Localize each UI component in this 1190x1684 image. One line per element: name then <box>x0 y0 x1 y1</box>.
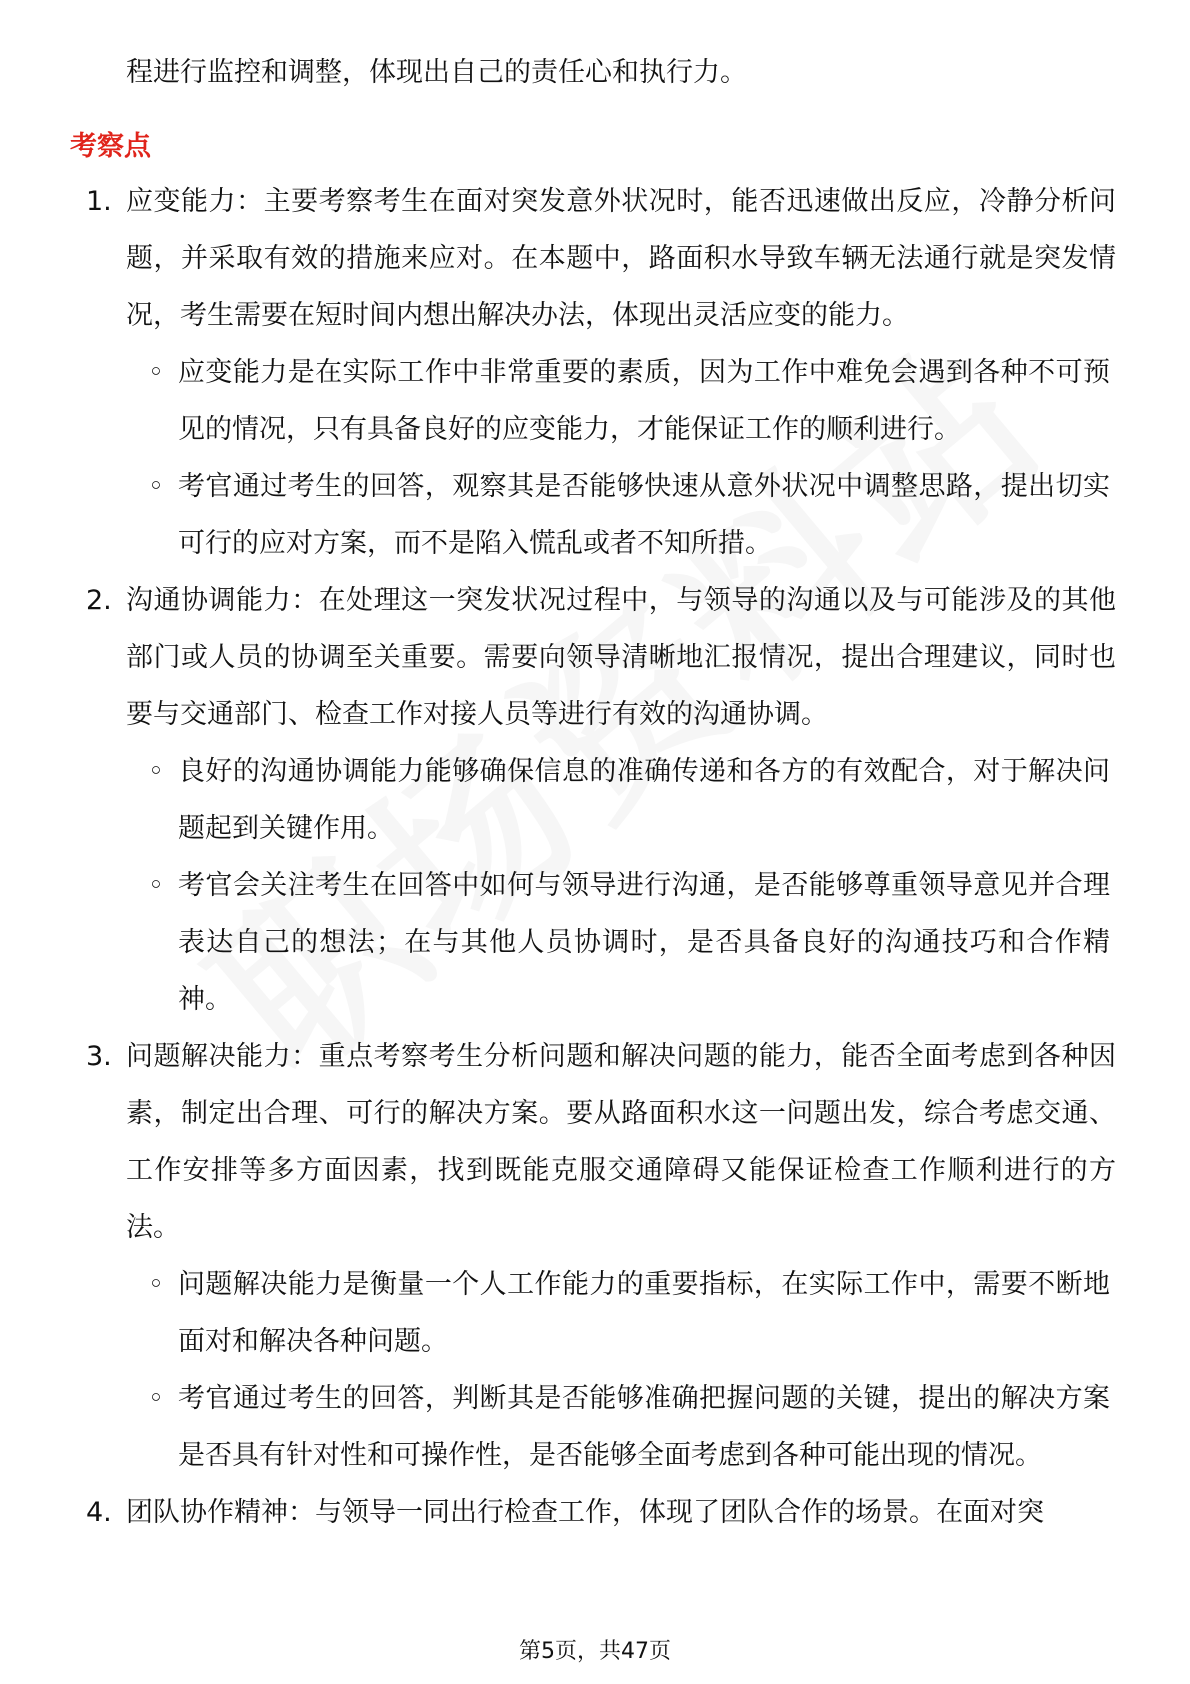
point-text: 问题解决能力：重点考察考生分析问题和解决问题的能力，能否全面考虑到各种因素，制定出合理、可行的解决方案。要从路面积水这一问题出发，综合考虑交通、工作安排等多方面因素，找到既能克服交通障碍又能保证检查工作顺利进行的方法。 <box>126 1041 1116 1243</box>
sub-text: 考官会关注考生在回答中如何与领导进行沟通，是否能够尊重领导意见并合理表达自己的想法；在与其他人员协调时，是否具备良好的沟通技巧和合作精神。 <box>178 870 1110 1015</box>
bullet-icon: ◦ <box>148 756 164 787</box>
point-item <box>0 1484 1116 1541</box>
point-number: 1. <box>86 186 112 217</box>
point-number: 4. <box>86 1497 112 1528</box>
sub-item <box>126 1256 1110 1370</box>
lead-paragraph: 程进行监控和调整，体现出自己的责任心和执行力。 <box>126 57 747 88</box>
sub-text: 应变能力是在实际工作中非常重要的素质，因为工作中难免会遇到各种不可预见的情况，只有具备良好的应变能力，才能保证工作的顺利进行。 <box>178 357 1110 445</box>
sub-list <box>126 1256 1116 1484</box>
point-number: 3. <box>86 1041 112 1072</box>
bullet-icon: ◦ <box>148 1383 164 1414</box>
point-item <box>0 572 1116 1028</box>
sub-item <box>126 1370 1110 1484</box>
section-heading: 考察点 <box>70 131 151 162</box>
sub-item <box>126 857 1110 1028</box>
sub-item <box>126 458 1110 572</box>
sub-item <box>126 344 1110 458</box>
bullet-icon: ◦ <box>148 870 164 901</box>
bullet-icon: ◦ <box>148 357 164 388</box>
bullet-icon: ◦ <box>148 1269 164 1300</box>
sub-item <box>126 743 1110 857</box>
point-item <box>0 1028 1116 1484</box>
points-list <box>0 173 1190 1541</box>
point-text: 应变能力：主要考察考生在面对突发意外状况时，能否迅速做出反应，冷静分析问题，并采取有效的措施来应对。在本题中，路面积水导致车辆无法通行就是突发情况，考生需要在短时间内想出解决办法，体现出灵活应变的能力。 <box>126 186 1116 331</box>
sub-text: 考官通过考生的回答，观察其是否能够快速从意外状况中调整思路，提出切实可行的应对方案，而不是陷入慌乱或者不知所措。 <box>178 471 1110 559</box>
point-number: 2. <box>86 585 112 616</box>
point-text: 沟通协调能力：在处理这一突发状况过程中，与领导的沟通以及与可能涉及的其他部门或人员的协调至关重要。需要向领导清晰地汇报情况，提出合理建议，同时也要与交通部门、检查工作对接人员等进行有效的沟通协调。 <box>126 585 1116 730</box>
bullet-icon: ◦ <box>148 471 164 502</box>
sub-list <box>126 743 1116 1028</box>
sub-text: 问题解决能力是衡量一个人工作能力的重要指标，在实际工作中，需要不断地面对和解决各种问题。 <box>178 1269 1110 1357</box>
sub-text: 良好的沟通协调能力能够确保信息的准确传递和各方的有效配合，对于解决问题起到关键作用。 <box>178 756 1110 844</box>
sub-text: 考官通过考生的回答，判断其是否能够准确把握问题的关键，提出的解决方案是否具有针对性和可操作性，是否能够全面考虑到各种可能出现的情况。 <box>178 1383 1110 1471</box>
point-text: 团队协作精神：与领导一同出行检查工作，体现了团队合作的场景。在面对突 <box>126 1497 1044 1528</box>
sub-list <box>126 344 1116 572</box>
page-footer: 第5页，共47页 <box>519 1639 671 1664</box>
point-item <box>0 173 1116 572</box>
